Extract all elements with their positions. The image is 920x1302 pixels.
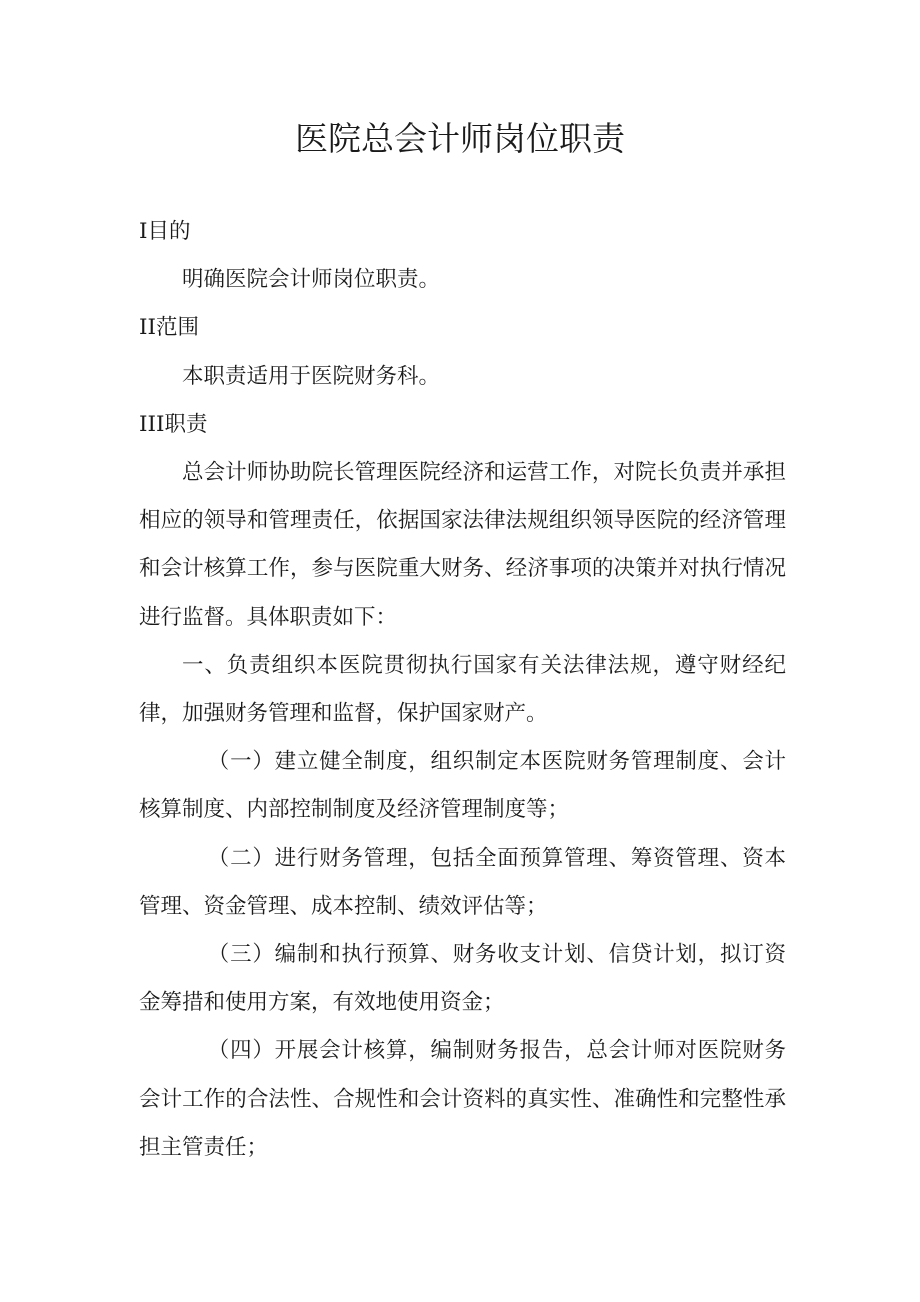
- duty-item-2: （二）进行财务管理，包括全面预算管理、筹资管理、资本管理、资金管理、成本控制、绩效评估等；: [139, 845, 786, 919]
- section-heading-duties: III职责: [139, 411, 208, 437]
- document-body: [139, 208, 786, 1172]
- duty-item-3: （三）编制和执行预算、财务收支计划、信贷计划，拟订资金筹措和使用方案，有效地使用资金；: [139, 942, 786, 1016]
- document-title: 医院总会计师岗位职责: [295, 119, 625, 158]
- section-heading-scope: II范围: [139, 315, 199, 341]
- duty-item-4: （四）开展会计核算，编制财务报告，总会计师对医院财务会计工作的合法性、合规性和会计资料的真实性、准确性和完整性承担主管责任；: [139, 1038, 786, 1160]
- section-heading-purpose: I目的: [139, 219, 191, 244]
- section-text-scope: 本职责适用于医院财务科。: [182, 363, 441, 389]
- section-text-duties: 总会计师协助院长管理医院经济和运营工作，对院长负责并承担相应的领导和管理责任，依据国家法律法规组织领导医院的经济管理和会计核算工作，参与医院重大财务、经济事项的决策并对执行情况进行监督。具体职责如下：: [139, 460, 786, 630]
- duty-item-1: （一）建立健全制度，组织制定本医院财务管理制度、会计核算制度、内部控制制度及经济管理制度等；: [139, 749, 786, 823]
- duty-one-paragraph: 一、负责组织本医院贯彻执行国家有关法律法规，遵守财经纪律，加强财务管理和监督，保护国家财产。: [139, 652, 786, 727]
- section-text-purpose: 明确医院会计师岗位职责。: [182, 267, 441, 293]
